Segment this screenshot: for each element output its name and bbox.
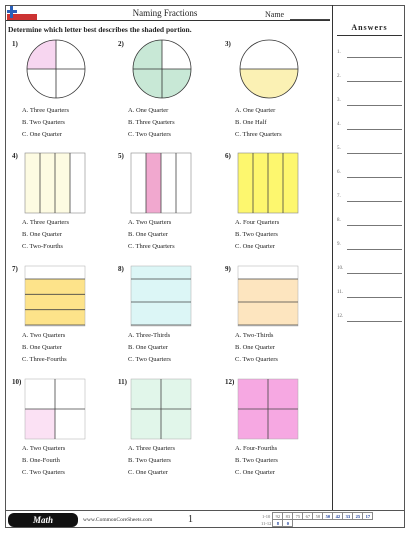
answer-row <box>333 194 406 204</box>
square-figure <box>24 378 86 445</box>
answer-option: B. One Quarter <box>128 344 168 351</box>
answer-option: C. Two-Fourths <box>22 243 63 250</box>
answer-option: A. Three Quarters <box>22 107 69 114</box>
answer-row <box>333 50 406 60</box>
answer-field[interactable] <box>347 249 402 250</box>
answer-option: B. Two Quarters <box>22 119 65 126</box>
answer-option: C. One Quarter <box>22 131 62 138</box>
answer-option: A. Three-Thirds <box>128 332 171 339</box>
answer-number: 4. <box>337 122 341 127</box>
name-label: Name <box>265 10 285 19</box>
answer-row <box>333 314 406 324</box>
answer-option: C. One Quarter <box>128 469 168 476</box>
problem-number: 4) <box>12 152 18 160</box>
circle-figure <box>24 37 88 106</box>
subject-badge: Math <box>8 513 78 527</box>
answer-option: B. Two Quarters <box>128 457 171 464</box>
answer-row <box>333 122 406 132</box>
answer-option: C. Two Quarters <box>22 469 65 476</box>
answer-field[interactable] <box>347 105 402 106</box>
answer-number: 11. <box>337 290 344 295</box>
problem-9 <box>225 265 325 385</box>
problem-number: 2) <box>118 40 124 48</box>
footer <box>5 510 405 529</box>
problem-number: 1) <box>12 40 18 48</box>
rectangle-figure <box>237 152 299 219</box>
score-cell: 0 <box>283 520 293 527</box>
instructions: Determine which letter best describes the shaded portion. <box>8 25 192 34</box>
page-number: 1 <box>188 514 193 525</box>
answer-field[interactable] <box>347 81 402 82</box>
problem-7 <box>12 265 112 385</box>
problem-number: 9) <box>225 265 231 273</box>
answer-number: 8. <box>337 218 341 223</box>
answer-field[interactable] <box>347 153 402 154</box>
answer-row <box>333 242 406 252</box>
answer-option: A. Three Quarters <box>128 445 175 452</box>
answer-number: 3. <box>337 98 341 103</box>
answer-number: 10. <box>337 266 344 271</box>
problem-number: 12) <box>225 378 235 386</box>
score-cell: 58 <box>313 513 323 520</box>
answer-field[interactable] <box>347 297 402 298</box>
rectangle-figure <box>24 152 86 219</box>
answer-row <box>333 146 406 156</box>
score-cell: 17 <box>363 513 373 520</box>
answer-option: A. Two Quarters <box>22 332 66 339</box>
answer-option: B. One Half <box>235 119 267 126</box>
score-cell: 67 <box>303 513 313 520</box>
answer-field[interactable] <box>347 201 402 202</box>
answer-field[interactable] <box>347 177 402 178</box>
problem-6 <box>225 152 325 272</box>
answer-number: 1. <box>337 50 341 55</box>
answer-option: B. Three Quarters <box>128 119 175 126</box>
answer-option: A. Three Quarters <box>22 219 69 226</box>
answer-number: 12. <box>337 314 344 319</box>
answer-option: C. Three-Fourths <box>22 356 67 363</box>
score-cell: 25 <box>353 513 363 520</box>
square-figure <box>130 378 192 445</box>
answer-field[interactable] <box>347 273 402 274</box>
answer-number: 2. <box>337 74 341 79</box>
circle-figure <box>130 37 194 106</box>
problem-number: 7) <box>12 265 18 273</box>
answer-option: A. Two Quarters <box>128 219 172 226</box>
answer-row <box>333 290 406 300</box>
score-row-label: 1-10 <box>262 513 271 519</box>
answers-title: Answers <box>351 23 388 32</box>
square-figure <box>237 378 299 445</box>
answer-option: C. Two Quarters <box>235 356 278 363</box>
rectangle-figure <box>237 265 299 332</box>
circle-figure <box>237 37 301 106</box>
answer-row <box>333 170 406 180</box>
answer-number: 5. <box>337 146 341 151</box>
answer-row <box>333 98 406 108</box>
page-title: Naming Fractions <box>132 8 198 18</box>
answer-option: B. One Quarter <box>22 231 62 238</box>
score-cell: 33 <box>343 513 353 520</box>
answer-option: B. One-Fourth <box>22 457 60 464</box>
answer-option: A. Two-Thirds <box>235 332 274 339</box>
answer-row <box>333 266 406 276</box>
problem-number: 5) <box>118 152 124 160</box>
answer-number: 9. <box>337 242 341 247</box>
answer-option: C. Two Quarters <box>128 131 171 138</box>
problem-number: 10) <box>12 378 22 386</box>
rectangle-figure <box>24 265 86 332</box>
header-divider <box>6 20 330 21</box>
answer-option: B. Two Quarters <box>235 457 278 464</box>
score-cell: 92 <box>273 513 283 520</box>
answer-field[interactable] <box>347 225 402 226</box>
problem-8 <box>118 265 218 385</box>
score-cell: 50 <box>323 513 333 520</box>
answer-field[interactable] <box>347 57 402 58</box>
answer-number: 6. <box>337 170 341 175</box>
answer-option: A. Two Quarters <box>22 445 66 452</box>
answer-row <box>333 218 406 228</box>
rectangle-figure <box>130 152 192 219</box>
problem-number: 11) <box>118 378 127 386</box>
answer-option: A. Four-Fourths <box>235 445 278 452</box>
rectangle-figure <box>130 265 192 332</box>
answer-option: B. One Quarter <box>128 231 168 238</box>
problem-10 <box>12 378 112 498</box>
problem-1 <box>12 40 112 160</box>
problem-4 <box>12 152 112 272</box>
answer-option: C. One Quarter <box>235 243 275 250</box>
score-row-label: 11-12 <box>261 520 272 526</box>
answer-field[interactable] <box>347 321 402 322</box>
answers-column <box>332 5 406 510</box>
answer-option: C. Three Quarters <box>235 131 282 138</box>
score-cell: 42 <box>333 513 343 520</box>
problem-number: 8) <box>118 265 124 273</box>
problem-number: 6) <box>225 152 231 160</box>
answer-option: B. One Quarter <box>235 344 275 351</box>
problem-12 <box>225 378 325 498</box>
answer-option: A. One Quarter <box>235 107 276 114</box>
problem-number: 3) <box>225 40 231 48</box>
answer-option: A. Four Quarters <box>235 219 280 226</box>
answer-option: C. Two Quarters <box>128 356 171 363</box>
answer-option: A. One Quarter <box>128 107 169 114</box>
answer-option: B. One Quarter <box>22 344 62 351</box>
site-url: www.CommonCoreSheets.com <box>83 517 153 523</box>
score-cell: 83 <box>283 513 293 520</box>
problem-2 <box>118 40 218 160</box>
answer-field[interactable] <box>347 129 402 130</box>
answers-divider <box>337 35 402 36</box>
answer-number: 7. <box>337 194 341 199</box>
answer-row <box>333 74 406 84</box>
problem-3 <box>225 40 325 160</box>
answer-option: C. One Quarter <box>235 469 275 476</box>
problem-5 <box>118 152 218 272</box>
answer-option: B. Two Quarters <box>235 231 278 238</box>
score-cell: 75 <box>293 513 303 520</box>
answer-option: C. Three Quarters <box>128 243 175 250</box>
score-cell: 8 <box>273 520 283 527</box>
problem-11 <box>118 378 218 498</box>
score-table <box>260 512 373 527</box>
